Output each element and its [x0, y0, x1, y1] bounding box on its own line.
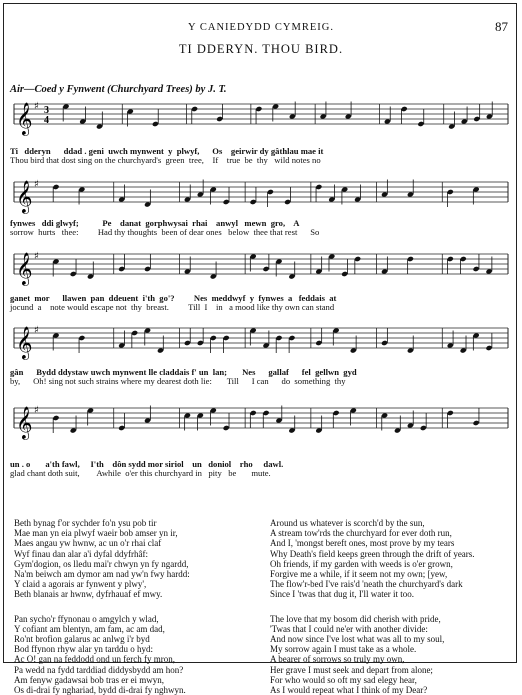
verse-line: Y cofiant am blentyn, am fam, ac am dad, [14, 623, 165, 634]
verse-line: Bod ffynon rhyw alar yn tarddu o hyd: [14, 644, 154, 655]
verse-line: Maes angau yw hwnw, ac un o'r rhai claf [14, 538, 162, 549]
verse-line: Oh friends, if my garden with weeds is o'er grown, [270, 558, 453, 569]
sharp-icon: ♯ [34, 325, 39, 336]
music-staff-1 [0, 96, 522, 144]
lyric-english-1: Thou bird that dost sing on the churchyard's green tree, If true be thy wild notes no [10, 155, 321, 165]
lyric-welsh-1: Ti dderyn ddad . geni uwch mynwent y plwyf, Os geirwir dy gâthlau mae it [10, 146, 324, 156]
time-signature-bottom: 4 [44, 115, 49, 126]
sharp-icon: ♯ [34, 405, 39, 416]
verse-line: As I would repeat what I think of my Dear? [270, 685, 428, 695]
air-attribution: Air—Coed y Fynwent (Churchyard Trees) by J. T. [10, 84, 227, 95]
lyric-welsh-4: gân Bydd ddystaw uwch mynwent lle claddais f' un lan; Nes gallaf fel gellwn gyd [10, 367, 357, 377]
verse-line: Ro'nt brofion galarus ac anlwg i'r byd [14, 634, 150, 645]
verse-line: Beth bynag f'or sychder fo'n ysu pob tir [14, 518, 157, 528]
verse-line: Pan sycho'r ffynonau o amgylch y wlad, [14, 613, 159, 624]
verse-line: Forgive me a while, if it seem not my own; [yew, [270, 569, 448, 580]
verses-welsh-column [14, 518, 190, 695]
lyric-welsh-3: ganet mor llawen pan ddeuent i'th go'? Nes meddwyf y fynwes a feddais at [10, 293, 337, 303]
sharp-icon: ♯ [34, 251, 39, 262]
song-title: TI DDERYN. THOU BIRD. [178, 42, 344, 56]
verse-line: The love that my bosom did cherish with pride, [270, 613, 441, 624]
running-head: Y CANIEDYDD CYMREIG. [188, 22, 334, 33]
verse-line: A stream tow'rds the churchyard for ever doth run, [270, 528, 452, 539]
verse-line: Gym'dogion, os lledu mai'r chwyn yn fy ngardd, [14, 558, 189, 569]
sharp-icon: ♯ [34, 179, 39, 190]
time-signature-top: 3 [44, 105, 49, 116]
verse-line: The flow'r-bed I've rais'd 'neath the churchyard's dark [270, 579, 463, 590]
sharp-icon: ♯ [34, 101, 39, 112]
verse-line: Ac O! gan na feddodd ond un ferch fy mron, [14, 654, 175, 665]
page-number: 87 [495, 19, 508, 34]
verse-line: Y claid a agorais ar fynwent y plwy', [14, 579, 147, 590]
verse-line: Why Death's field keeps green through the drift of years. [270, 548, 475, 559]
lyric-welsh-2: fynwes ddi glwyf; Pe danat gorphwysai rhai anwyl mewn gro, A [10, 218, 300, 228]
verse-line: And now since I've lost what was all to my soul, [270, 634, 445, 645]
treble-clef-icon: 𝄞 [16, 102, 33, 135]
lyric-english-2: sorrow hurts thee: Had thy thoughts been of dear ones below thee that rest So [10, 227, 320, 237]
verse-line: Beth blanais ar hwnw, dyfrhauaf ef mwy. [14, 589, 163, 600]
treble-clef-icon: 𝄞 [16, 326, 33, 359]
treble-clef-icon: 𝄞 [16, 180, 33, 213]
lyric-english-3: jocund a note would escape not thy breast. Till I in a mood like thy own can stand [10, 302, 335, 312]
treble-clef-icon: 𝄞 [16, 406, 33, 439]
verse-line: Wyf finau dan alar a'i dyfal ddyfrhâf: [14, 548, 149, 559]
music-staff-2 [0, 174, 522, 218]
verse-line: Around us whatever is scorch'd by the sun, [270, 518, 425, 528]
verse-line: For who would so oft my sad elegy hear, [270, 674, 417, 685]
verse-line: Her grave I must seek and depart from alone; [270, 664, 433, 675]
lyric-english-5: glad chant doth suit, Awhile o'er this churchyard in pity be mute. [10, 468, 271, 478]
music-staff-3 [0, 246, 522, 292]
music-staff-4 [0, 320, 522, 366]
verse-line: Since I 'twas that dug it, I'll water it too. [270, 589, 414, 600]
verse-line: Am fenyw gadawsai bob tras er ei mwyn, [14, 674, 164, 685]
music-staff-5 [0, 394, 522, 446]
lyric-english-4: by, Oh! sing not such strains where my dearest doth lie: Till I can do something thy [10, 376, 346, 386]
verse-line: Na'm beiwch am dymor am nad yw'n fwy hardd: [14, 569, 190, 580]
verse-line: 'Twas that I could ne'er with another divide: [270, 623, 428, 634]
verse-line: Pa wedd na fydd tarddiad diddysbydd am hon? [14, 664, 184, 675]
lyric-welsh-5: un . o a'th fawl, I'th dôn sydd mor siriol un doniol rho dawl. [10, 459, 284, 469]
treble-clef-icon: 𝄞 [16, 252, 33, 285]
verse-line: Os di-drai fy nghariad, bydd di-drai fy nghwyn. [14, 685, 186, 695]
verse-line: Mae man yn eia plwyf waeir bob amser yn ir, [14, 528, 178, 539]
verse-line: And I, 'mongst bereft ones, most prove by my tears [270, 538, 455, 549]
verse-line: A bearer of sorrows so truly my own, [270, 654, 405, 665]
verse-line: My sorrow again I must take as a whole. [270, 644, 417, 655]
verses-english-column [270, 518, 475, 695]
